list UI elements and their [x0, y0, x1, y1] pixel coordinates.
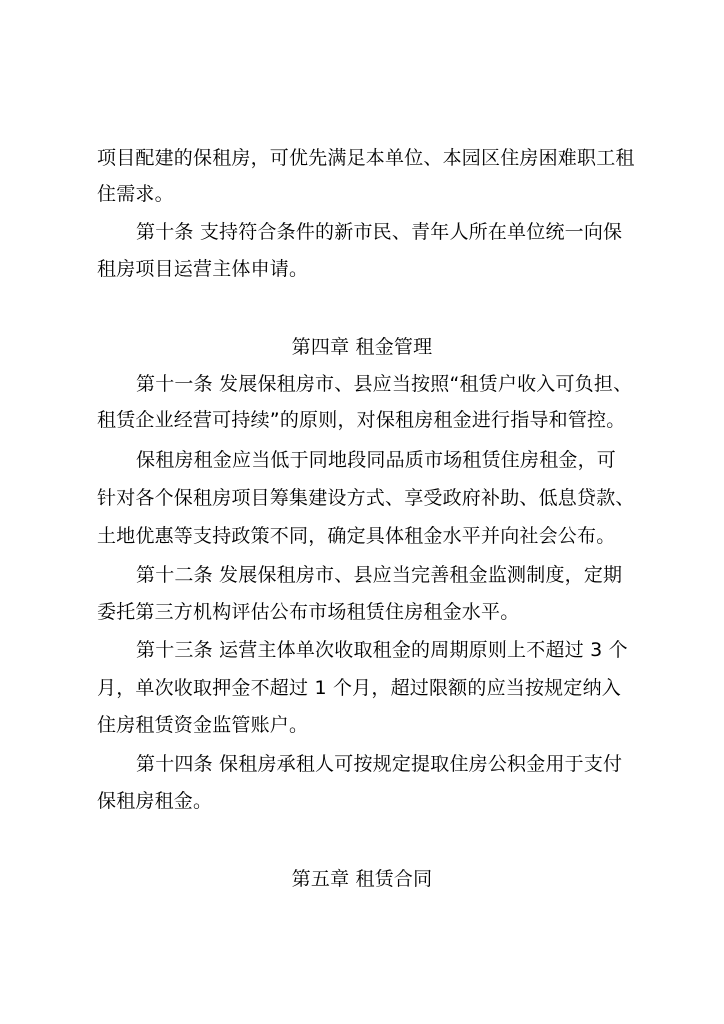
paragraph-line: 保租房租金应当低于同地段同品质市场租赁住房租金，可 — [136, 449, 617, 471]
article-14-line: 第十四条 保租房承租人可按规定提取住房公积金用于支付 — [136, 753, 623, 775]
article-11-line: 第十一条 发展保租房市、县应当按照“租赁户收入可负担、 — [136, 373, 633, 395]
chapter-5-heading: 第五章 租赁合同 — [291, 868, 433, 890]
article-12-line: 第十二条 发展保租房市、县应当完善租金监测制度，定期 — [136, 564, 623, 586]
paragraph-line: 项目配建的保租房，可优先满足本单位、本园区住房困难职工租 — [97, 147, 635, 169]
article-13-line: 第十三条 运营主体单次收取租金的周期原则上不超过 3 个 — [136, 639, 628, 661]
paragraph-line: 委托第三方机构评估公布市场租赁住房租金水平。 — [97, 601, 520, 623]
article-10-line: 第十条 支持符合条件的新市民、青年人所在单位统一向保 — [136, 221, 623, 243]
paragraph-line: 保租房租金。 — [97, 790, 213, 812]
paragraph-line: 土地优惠等支持政策不同，确定具体租金水平并向社会公布。 — [97, 525, 616, 547]
paragraph-line: 住房租赁资金监管账户。 — [97, 714, 309, 736]
paragraph-line: 月，单次收取押金不超过 1 个月，超过限额的应当按规定纳入 — [97, 677, 621, 699]
paragraph-line: 住需求。 — [97, 183, 174, 205]
paragraph-line: 租房项目运营主体申请。 — [97, 258, 309, 280]
paragraph-line: 租赁企业经营可持续”的原则，对保租房租金进行指导和管控。 — [97, 409, 626, 431]
paragraph-line: 针对各个保租房项目筹集建设方式、享受政府补助、低息贷款、 — [97, 487, 635, 509]
chapter-4-heading: 第四章 租金管理 — [291, 336, 433, 358]
